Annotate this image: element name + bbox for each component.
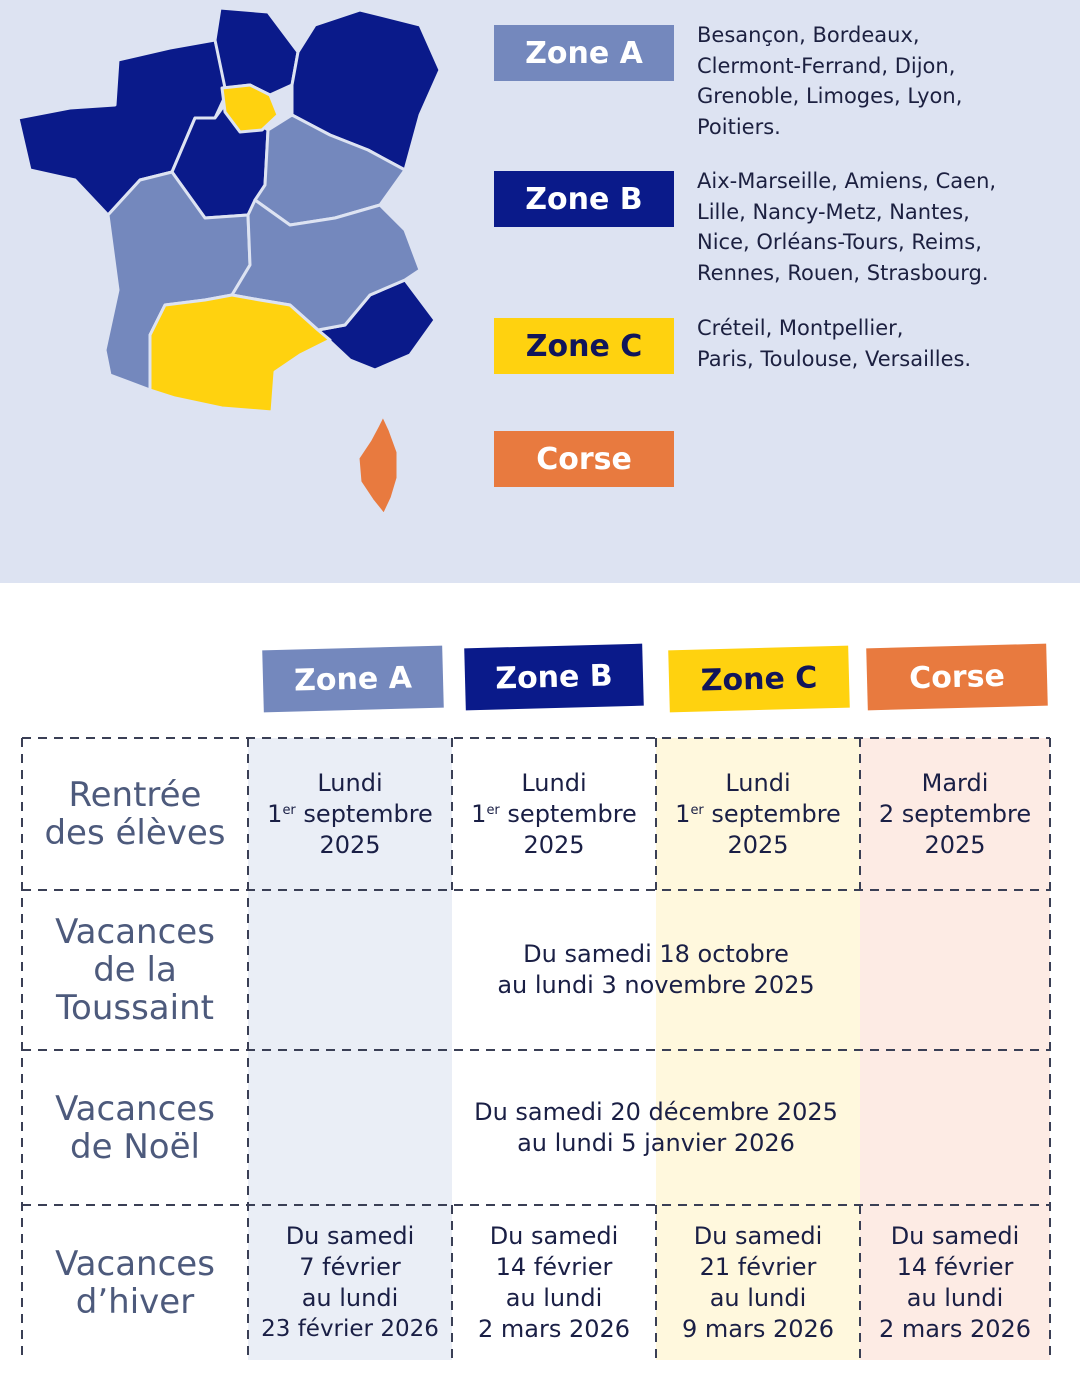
cell-line: 9 mars 2026 — [681, 1314, 835, 1343]
city-line: Poitiers. — [697, 114, 781, 139]
row-label-noel — [22, 1050, 248, 1205]
city-line: Nice, Orléans-Tours, Reims, — [697, 230, 982, 254]
cell-line: Mardi — [921, 768, 989, 797]
cell-line: au lundi — [505, 1283, 603, 1312]
cell-line: 14 février — [495, 1252, 613, 1281]
cell-line: Lundi — [521, 768, 587, 797]
rentree-corse — [856, 738, 1054, 890]
city-line: Besançon, Bordeaux, — [697, 23, 920, 47]
row-label-line: Toussaint — [56, 988, 214, 1028]
toussaint-dates — [452, 890, 860, 1050]
rentree-zone-c — [656, 738, 860, 890]
row-label-toussaint — [22, 890, 248, 1050]
cell-line: au lundi 3 novembre 2025 — [497, 971, 815, 999]
cell-line: au lundi — [906, 1283, 1004, 1312]
hiver-zone-a — [248, 1205, 452, 1360]
cell-line: 2025 — [523, 830, 585, 859]
hiver-corse — [856, 1205, 1054, 1360]
city-line: Aix-Marseille, Amiens, Caen, — [697, 169, 997, 193]
row-label-rentree — [22, 738, 248, 890]
cell-line: Lundi — [725, 768, 791, 797]
cell-line: au lundi — [709, 1283, 807, 1312]
rentree-zone-b — [452, 738, 656, 890]
city-line: Grenoble, Limoges, Lyon, — [697, 84, 963, 108]
cell-line: au lundi — [301, 1283, 399, 1312]
city-line: Rennes, Rouen, Strasbourg. — [697, 260, 989, 285]
legend-label-zone-c: Zone C — [525, 328, 643, 364]
city-line: Clermont-Ferrand, Dijon, — [697, 53, 956, 78]
row-label-line: Vacances — [55, 912, 215, 952]
cell-line: Du samedi 18 octobre — [523, 940, 789, 968]
cell-line: 1er septembre — [675, 799, 841, 828]
legend-label-corse: Corse — [536, 441, 632, 477]
row-label-line: Rentrée — [68, 775, 202, 815]
cell-line: au lundi 5 janvier 2026 — [517, 1128, 795, 1157]
cell-line: Du samedi 20 décembre 2025 — [474, 1097, 838, 1126]
row-label-line: de la — [93, 950, 177, 990]
cell-line: 1er septembre — [471, 799, 637, 828]
hiver-zone-c — [656, 1205, 860, 1360]
cell-line: Du samedi — [285, 1221, 415, 1250]
row-label-line: d’hiver — [75, 1281, 195, 1322]
noel-dates — [452, 1050, 860, 1205]
cell-line: 14 février — [896, 1252, 1014, 1281]
cell-line: 2 mars 2026 — [477, 1314, 631, 1343]
cell-line: 2 mars 2026 — [878, 1314, 1032, 1343]
city-line: Créteil, Montpellier, — [697, 316, 904, 340]
header-label: Zone C — [700, 659, 818, 699]
cell-line: Du samedi — [489, 1221, 619, 1250]
cell-line: 7 février — [299, 1252, 401, 1281]
cell-line: 21 février — [699, 1252, 817, 1281]
cell-line: 2025 — [924, 830, 986, 859]
row-label-line: Vacances — [55, 1088, 215, 1129]
header-label: Corse — [908, 658, 1006, 696]
cell-line: 1er septembre — [267, 799, 433, 828]
hiver-zone-b — [452, 1205, 656, 1360]
cell-line: 2 septembre — [878, 799, 1032, 828]
legend-label-zone-a: Zone A — [525, 35, 643, 71]
row-label-line: Vacances — [55, 1243, 215, 1284]
row-label-line: de Noël — [70, 1126, 200, 1167]
row-label-line: des élèves — [44, 813, 226, 853]
header-label: Zone B — [494, 657, 614, 697]
city-line: Lille, Nancy-Metz, Nantes, — [697, 199, 970, 224]
cell-line: Du samedi — [693, 1221, 823, 1250]
header-label: Zone A — [293, 659, 413, 699]
cell-line: Lundi — [317, 768, 383, 797]
cell-line: Du samedi — [890, 1221, 1020, 1250]
cell-line: 2025 — [727, 830, 789, 859]
city-line: Paris, Toulouse, Versailles. — [697, 346, 972, 371]
row-label-hiver — [22, 1205, 248, 1360]
cell-line: 2025 — [319, 830, 381, 859]
rentree-zone-a — [248, 738, 452, 890]
legend-label-zone-b: Zone B — [525, 181, 643, 217]
cell-line: 23 février 2026 — [261, 1315, 439, 1342]
